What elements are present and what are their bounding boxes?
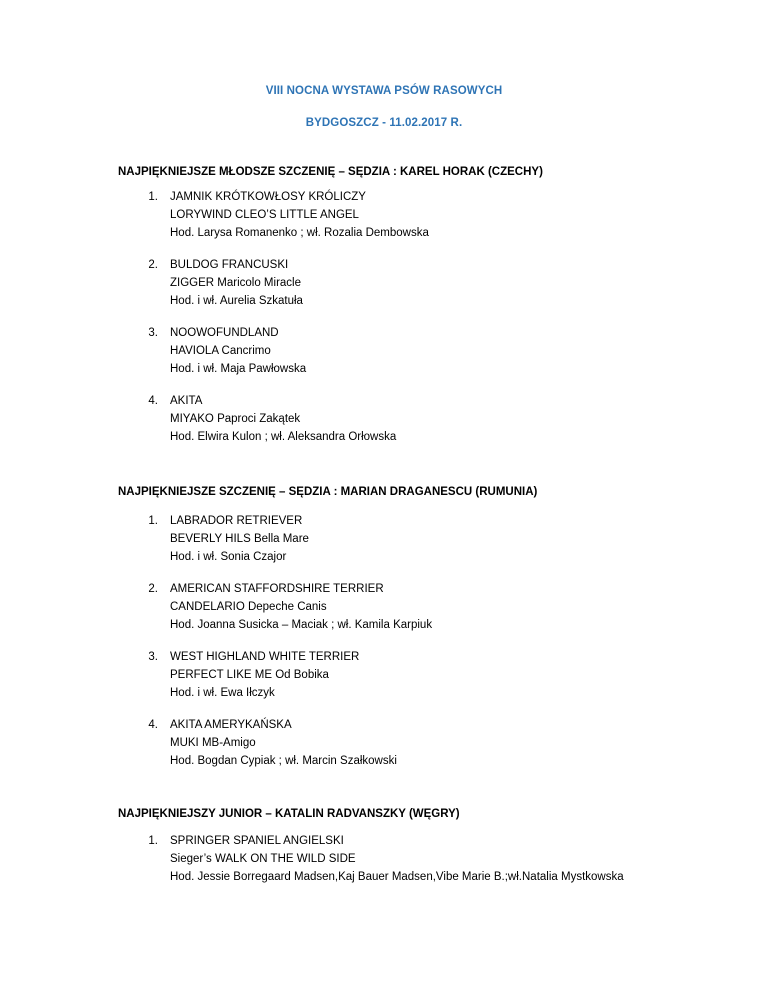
entry-number: 2. xyxy=(148,259,158,271)
entry-owner: Hod. i wł. Ewa Iłczyk xyxy=(170,687,275,699)
entry-owner: Hod. Larysa Romanenko ; wł. Rozalia Dembowska xyxy=(170,227,429,239)
section-junior xyxy=(118,808,738,886)
entry-dog-name: BEVERLY HILS Bella Mare xyxy=(170,533,309,545)
list-item xyxy=(118,580,738,634)
entry-dog-name: ZIGGER Maricolo Miracle xyxy=(170,277,301,289)
entry-breed: NOOWOFUNDLAND xyxy=(170,327,279,339)
entry-dog-name: HAVIOLA Cancrimo xyxy=(170,345,271,357)
entry-breed: LABRADOR RETRIEVER xyxy=(170,515,303,527)
entry-number: 1. xyxy=(148,515,158,527)
section-heading: NAJPIĘKNIEJSZY JUNIOR – KATALIN RADVANSZKY (WĘGRY) xyxy=(118,808,460,820)
entry-dog-name: MUKI MB-Amigo xyxy=(170,737,256,749)
entry-breed: AKITA xyxy=(170,395,203,407)
list-item xyxy=(118,716,738,770)
list-item xyxy=(118,188,738,242)
section-puppy xyxy=(118,486,738,770)
list-item xyxy=(118,392,738,446)
entry-dog-name: CANDELARIO Depeche Canis xyxy=(170,601,327,613)
entry-breed: WEST HIGHLAND WHITE TERRIER xyxy=(170,651,360,663)
entry-owner: Hod. i wł. Aurelia Szkatuła xyxy=(170,295,303,307)
entry-dog-name: MIYAKO Paproci Zakątek xyxy=(170,413,301,425)
list-item xyxy=(118,512,738,566)
entry-breed: BULDOG FRANCUSKI xyxy=(170,259,289,271)
results-list xyxy=(118,512,738,770)
entry-breed: JAMNIK KRÓTKOWŁOSY KRÓLICZY xyxy=(170,191,366,203)
entry-dog-name: PERFECT LIKE ME Od Bobika xyxy=(170,669,329,681)
entry-number: 1. xyxy=(148,191,158,203)
event-title: VIII NOCNA WYSTAWA PSÓW RASOWYCH xyxy=(265,85,503,97)
entry-number: 1. xyxy=(148,835,158,847)
event-location-date: BYDGOSZCZ - 11.02.2017 R. xyxy=(305,117,463,129)
entry-number: 4. xyxy=(148,395,158,407)
section-heading: NAJPIĘKNIEJSZE SZCZENIĘ – SĘDZIA : MARIAN DRAGANESCU (RUMUNIA) xyxy=(118,486,538,498)
entry-dog-name: LORYWIND CLEO’S LITTLE ANGEL xyxy=(170,209,359,221)
entry-owner: Hod. Bogdan Cypiak ; wł. Marcin Szałkowski xyxy=(170,755,397,767)
section-youngest-puppy xyxy=(118,166,738,446)
entry-owner: Hod. Jessie Borregaard Madsen,Kaj Bauer Madsen,Vibe Marie B.;wł.Natalia Mystkowska xyxy=(170,871,624,883)
entry-number: 2. xyxy=(148,583,158,595)
results-list xyxy=(118,832,738,886)
entry-owner: Hod. Joanna Susicka – Maciak ; wł. Kamila Karpiuk xyxy=(170,619,433,631)
results-list xyxy=(118,188,738,446)
entry-dog-name: Sieger’s WALK ON THE WILD SIDE xyxy=(170,853,356,865)
entry-number: 3. xyxy=(148,651,158,663)
list-item xyxy=(118,648,738,702)
entry-number: 3. xyxy=(148,327,158,339)
entry-breed: AMERICAN STAFFORDSHIRE TERRIER xyxy=(170,583,384,595)
list-item xyxy=(118,832,738,886)
entry-owner: Hod. i wł. Maja Pawłowska xyxy=(170,363,307,375)
list-item xyxy=(118,324,738,378)
entry-owner: Hod. Elwira Kulon ; wł. Aleksandra Orłowska xyxy=(170,431,397,443)
entry-number: 4. xyxy=(148,719,158,731)
entry-owner: Hod. i wł. Sonia Czajor xyxy=(170,551,287,563)
list-item xyxy=(118,256,738,310)
section-heading: NAJPIĘKNIEJSZE MŁODSZE SZCZENIĘ – SĘDZIA : KAREL HORAK (CZECHY) xyxy=(118,166,543,178)
entry-breed: SPRINGER SPANIEL ANGIELSKI xyxy=(170,835,344,847)
entry-breed: AKITA AMERYKAŃSKA xyxy=(170,719,292,731)
